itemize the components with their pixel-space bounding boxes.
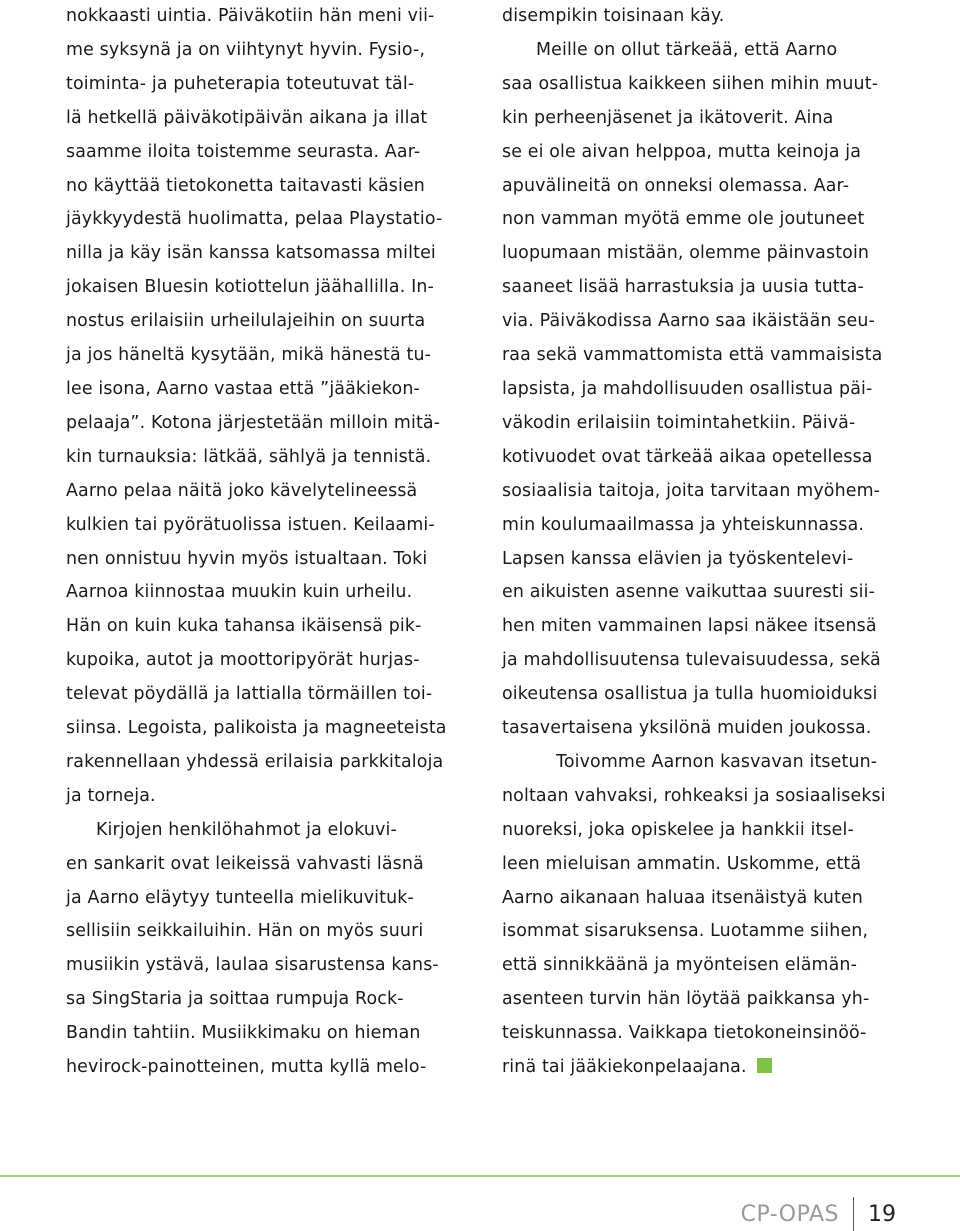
- text-line: ja torneja.: [66, 785, 156, 806]
- text-line: ja Aarno eläytyy tunteella mielikuvituk-: [66, 887, 414, 908]
- text-line: kin turnauksia: lätkää, sählyä ja tennistä.: [66, 446, 432, 467]
- text-line: toiminta- ja puheterapia toteutuvat täl-: [66, 73, 415, 94]
- text-line: kotivuodet ovat tärkeää aikaa opetellessa: [502, 446, 873, 467]
- text-line: en sankarit ovat leikeissä vahvasti läsnä: [66, 853, 424, 874]
- text-line: non vamman myötä emme ole joutuneet: [502, 209, 865, 230]
- text-line: jokaisen Bluesin kotiottelun jäähallilla. In-: [66, 277, 434, 298]
- text-line: ja mahdollisuutensa tulevaisuudessa, sekä: [502, 650, 881, 671]
- text-line: se ei ole aivan helppoa, mutta keinoja ja: [502, 141, 862, 162]
- text-line: lä hetkellä päiväkotipäivän aikana ja illat: [66, 107, 428, 128]
- text-line: nen onnistuu hyvin myös istualtaan. Toki: [66, 548, 428, 569]
- text-line: väkodin erilaisiin toimintahetkiin. Päivä-: [502, 412, 856, 433]
- text-line: televat pöydällä ja lattialla törmäillen toi-: [66, 684, 433, 705]
- text-line: via. Päiväkodissa Aarno saa ikäistään seu-: [502, 311, 875, 332]
- text-line: no käyttää tietokonetta taitavasti käsien: [66, 175, 425, 196]
- text-line: teiskunnassa. Vaikkapa tietokoneinsinöö-: [502, 1023, 867, 1044]
- text-line: saamme iloita toistemme seurasta. Aar-: [66, 141, 421, 162]
- text-line: kin perheenjäsenet ja ikätoverit. Aina: [502, 107, 834, 128]
- paragraph-start-line: Toivomme Aarnon kasvavan itsetun-: [556, 751, 878, 772]
- text-line: kulkien tai pyörätuolissa istuen. Keilaami-: [66, 514, 435, 535]
- text-line: että sinnikkäänä ja myönteisen elämän-: [502, 955, 857, 976]
- text-line: hen miten vammainen lapsi näkee itsensä: [502, 616, 877, 637]
- text-line: noltaan vahvaksi, rohkeaksi ja sosiaaliseksi: [502, 785, 886, 806]
- text-line: Bandin tahtiin. Musiikkimaku on hieman: [66, 1023, 421, 1044]
- text-line: hevirock-painotteinen, mutta kyllä melo-: [66, 1057, 427, 1078]
- text-line: jäykkyydestä huolimatta, pelaa Playstatio-: [66, 209, 443, 230]
- left-column: [66, 0, 459, 1085]
- text-line: asenteen turvin hän löytää paikkansa yh-: [502, 989, 870, 1010]
- text-line: apuvälineitä on onneksi olemassa. Aar-: [502, 175, 850, 196]
- text-line: nokkaasti uintia. Päiväkotiin hän meni vii-: [66, 6, 435, 26]
- text-line: luopumaan mistään, olemme päinvastoin: [502, 243, 870, 264]
- text-line: en aikuisten asenne vaikuttaa suuresti sii-: [502, 582, 876, 603]
- text-line: Aarno aikanaan haluaa itsenäistyä kuten: [502, 887, 863, 908]
- text-line: nilla ja käy isän kanssa katsomassa miltei: [66, 243, 436, 264]
- text-line: nostus erilaisiin urheilulajeihin on suurta: [66, 311, 426, 332]
- text-line: sa SingStaria ja soittaa rumpuja Rock-: [66, 989, 404, 1010]
- text-line: siinsa. Legoista, palikoista ja magneeteista: [66, 718, 447, 739]
- text-line: lee isona, Aarno vastaa että ”jääkiekon-: [66, 378, 420, 399]
- text-line: rakennellaan yhdessä erilaisia parkkitaloja: [66, 751, 444, 772]
- text-line: Lapsen kanssa elävien ja työskentelevi-: [502, 548, 854, 569]
- text-line: ja jos häneltä kysytään, mikä hänestä tu-: [66, 345, 432, 366]
- footer-divider: [0, 1175, 960, 1177]
- text-line: saa osallistua kaikkeen siihen mihin muut-: [502, 73, 879, 94]
- text-line: raa sekä vammattomista että vammaisista: [502, 345, 883, 366]
- text-line: saaneet lisää harrastuksia ja uusia tutta-: [502, 277, 864, 298]
- page-number: 19: [868, 1201, 896, 1227]
- text-line: leen mieluisan ammatin. Uskomme, että: [502, 853, 862, 874]
- right-column: [502, 0, 895, 1085]
- last-text-line: [502, 1051, 895, 1085]
- text-line: nuoreksi, joka opiskelee ja hankkii itsel-: [502, 819, 854, 840]
- text-line: disempikin toisinaan käy.: [502, 6, 725, 26]
- text-line: pelaaja”. Kotona järjestetään milloin mitä-: [66, 412, 441, 433]
- paragraph-start-line: Meille on ollut tärkeää, että Aarno: [536, 39, 838, 60]
- text-line: kupoika, autot ja moottoripyörät hurjas-: [66, 650, 420, 671]
- text-line: sosiaalisia taitoja, joita tarvitaan myöhem-: [502, 480, 881, 501]
- text-line: sellisiin seikkailuihin. Hän on myös suuri: [66, 921, 424, 942]
- paragraph-start-line: Kirjojen henkilöhahmot ja elokuvi-: [96, 819, 397, 840]
- page-footer: [741, 1197, 896, 1231]
- footer-separator: [853, 1197, 854, 1231]
- text-line: Aarno pelaa näitä joko kävelytelineessä: [66, 480, 418, 501]
- text-line: Hän on kuin kuka tahansa ikäisensä pik-: [66, 616, 422, 637]
- text-line-content: rinä tai jääkiekonpelaajana.: [502, 1057, 747, 1078]
- text-line: lapsista, ja mahdollisuuden osallistua päi-: [502, 378, 873, 399]
- text-line: oikeutensa osallistua ja tulla huomioiduksi: [502, 684, 878, 705]
- end-of-article-square-icon: [757, 1058, 772, 1073]
- text-line: min koulumaailmassa ja yhteiskunnassa.: [502, 514, 865, 535]
- text-line: Aarnoa kiinnostaa muukin kuin urheilu.: [66, 582, 413, 603]
- text-line: musiikin ystävä, laulaa sisarustensa kans-: [66, 955, 439, 976]
- publication-name: CP-OPAS: [740, 1201, 839, 1227]
- text-line: isommat sisaruksensa. Luotamme siihen,: [502, 921, 869, 942]
- text-line: me syksynä ja on viihtynyt hyvin. Fysio-,: [66, 39, 426, 60]
- text-line: tasavertaisena yksilönä muiden joukossa.: [502, 718, 872, 739]
